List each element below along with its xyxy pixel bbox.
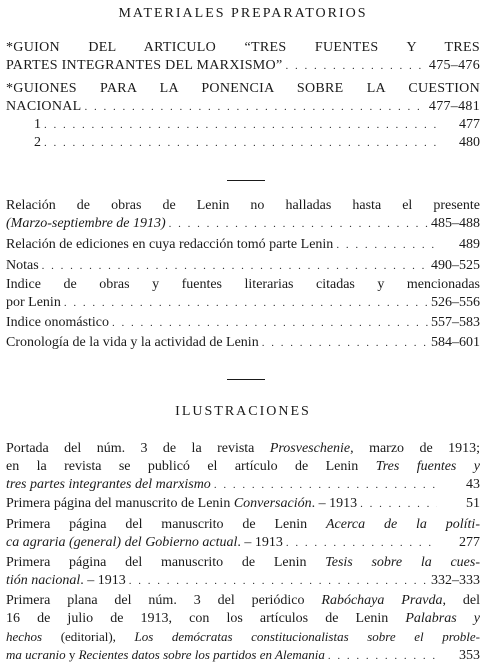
leader-dots — [262, 334, 428, 352]
entry-title: Palabras y — [405, 611, 480, 626]
toc-entry-ilustracion-conversacion — [6, 495, 480, 513]
leader-dots — [112, 314, 428, 332]
entry-line: PARTES INTEGRANTES DEL MARXISMO” — [6, 58, 283, 73]
entry-text: Primera plana del núm. 3 del periódico — [6, 593, 322, 608]
subentry-label: 2 — [34, 135, 41, 150]
entry-line: Relación de obras de Lenin no halladas hasta el presente — [6, 198, 480, 213]
leader-dots — [169, 215, 428, 233]
toc-entry-cronologia — [6, 334, 480, 352]
entry-line: (Marzo-septiembre de 1913) — [6, 216, 166, 231]
entry-text: Primera página del manuscrito de Lenin — [6, 496, 234, 511]
page-number: 477 — [459, 117, 480, 132]
subentry-label: 1 — [34, 117, 41, 132]
toc-entry-guion-articulo — [6, 39, 480, 75]
leader-dots — [286, 534, 437, 552]
section-title-materiales: MATERIALES PREPARATORIOS — [118, 6, 368, 21]
leader-dots — [360, 495, 437, 513]
entry-line: Indice onomástico — [6, 315, 110, 330]
entry-title: Prosveschenie — [269, 441, 351, 456]
entry-title: Tesis sobre la cues- — [325, 555, 480, 570]
entry-text: Primera página del manuscrito de Lenin — [6, 555, 326, 570]
page-number: 490–525 — [431, 258, 480, 273]
page-number: 475–476 — [428, 58, 480, 73]
toc-entry-ilustracion-politica-agraria — [6, 516, 480, 552]
toc-entry-guiones-ponencia — [6, 80, 480, 116]
entry-title: Tres fuentes y — [375, 459, 480, 474]
leader-dots — [129, 572, 428, 590]
entry-title: Conversación — [233, 496, 312, 511]
entry-title: Rabóchaya Pravda — [321, 593, 443, 608]
page-number: 526–556 — [431, 295, 480, 310]
leader-dots — [85, 98, 426, 116]
leader-dots — [285, 57, 425, 75]
entry-line: NACIONAL — [6, 99, 82, 114]
toc-subentry-1 — [34, 116, 480, 134]
entry-text: (editorial), — [42, 629, 135, 644]
entry-line: *GUIONES PARA LA PONENCIA SOBRE LA CUESTION — [6, 81, 480, 96]
entry-title: tión nacional — [6, 573, 81, 588]
entry-line: *GUION DEL ARTICULO “TRES FUENTES Y TRES — [6, 40, 480, 55]
entry-line: Notas — [6, 258, 39, 273]
leader-dots — [44, 116, 437, 134]
entry-text: . – 1913 — [311, 496, 358, 511]
entry-text: 16 de julio de 1913, con los artículos de Lenin — [6, 611, 406, 626]
entry-line: Relación de ediciones en cuya redacción tomó parte Lenin — [6, 237, 334, 252]
section-title-ilustraciones: ILUSTRACIONES — [175, 404, 311, 419]
entry-text: . – 1913 — [237, 535, 283, 550]
entry-text: Primera página del manuscrito de Lenin — [6, 517, 326, 532]
toc-entry-onomastico — [6, 314, 480, 332]
entry-text: y — [65, 647, 79, 662]
page-number: 584–601 — [431, 335, 480, 350]
entry-text: , marzo de 1913; — [350, 441, 480, 456]
entry-line: Indice de obras y fuentes literarias citadas y mencionadas — [6, 277, 480, 292]
toc-entry-ilustracion-prosveschenie — [6, 440, 480, 494]
page-number: 353 — [459, 648, 480, 663]
leader-dots — [336, 236, 437, 254]
section-divider — [227, 379, 265, 380]
entry-line: por Lenin — [6, 295, 61, 310]
page-number: 43 — [466, 477, 480, 492]
toc-entry-notas — [6, 257, 480, 275]
toc-subentry-2 — [34, 134, 480, 152]
entry-title: tres partes integrantes del marxismo — [6, 477, 211, 492]
page-number: 557–583 — [431, 315, 480, 330]
entry-title: ma ucranio — [6, 647, 66, 662]
entry-title: hechos — [6, 629, 43, 644]
entry-title: Los demócratas constitucionalistas sobre el proble- — [134, 629, 480, 644]
page-number: 332–333 — [431, 573, 480, 588]
leader-dots — [328, 647, 437, 665]
leader-dots — [64, 294, 428, 312]
entry-line: Cronología de la vida y la actividad de Lenin — [6, 335, 259, 350]
entry-title: ca agraria (general) del Gobierno actual — [6, 535, 238, 550]
entry-title: Acerca de la políti- — [325, 517, 480, 532]
page-number: 277 — [459, 535, 480, 550]
toc-entry-ilustracion-tesis — [6, 554, 480, 590]
toc-entry-indice-obras — [6, 276, 480, 312]
entry-text: en la revista se publicó el artículo de Lenin — [6, 459, 376, 474]
page-number: 477–481 — [428, 99, 480, 114]
entry-title: Recientes datos sobre los partidos en Alemania — [78, 647, 325, 662]
toc-entry-ediciones — [6, 236, 480, 254]
toc-entry-obras-no-halladas — [6, 197, 480, 233]
entry-text: , del — [442, 593, 480, 608]
page-number: 51 — [466, 496, 480, 511]
leader-dots — [42, 257, 428, 275]
entry-text: Portada del núm. 3 de la revista — [6, 441, 270, 456]
entry-text: . – 1913 — [80, 573, 126, 588]
leader-dots — [44, 134, 437, 152]
page-number: 480 — [459, 135, 480, 150]
toc-entry-ilustracion-rabochaya-pravda — [6, 592, 480, 665]
page-number: 485–488 — [431, 216, 480, 231]
leader-dots — [214, 476, 437, 494]
page-number: 489 — [459, 237, 480, 252]
section-divider — [227, 180, 265, 181]
